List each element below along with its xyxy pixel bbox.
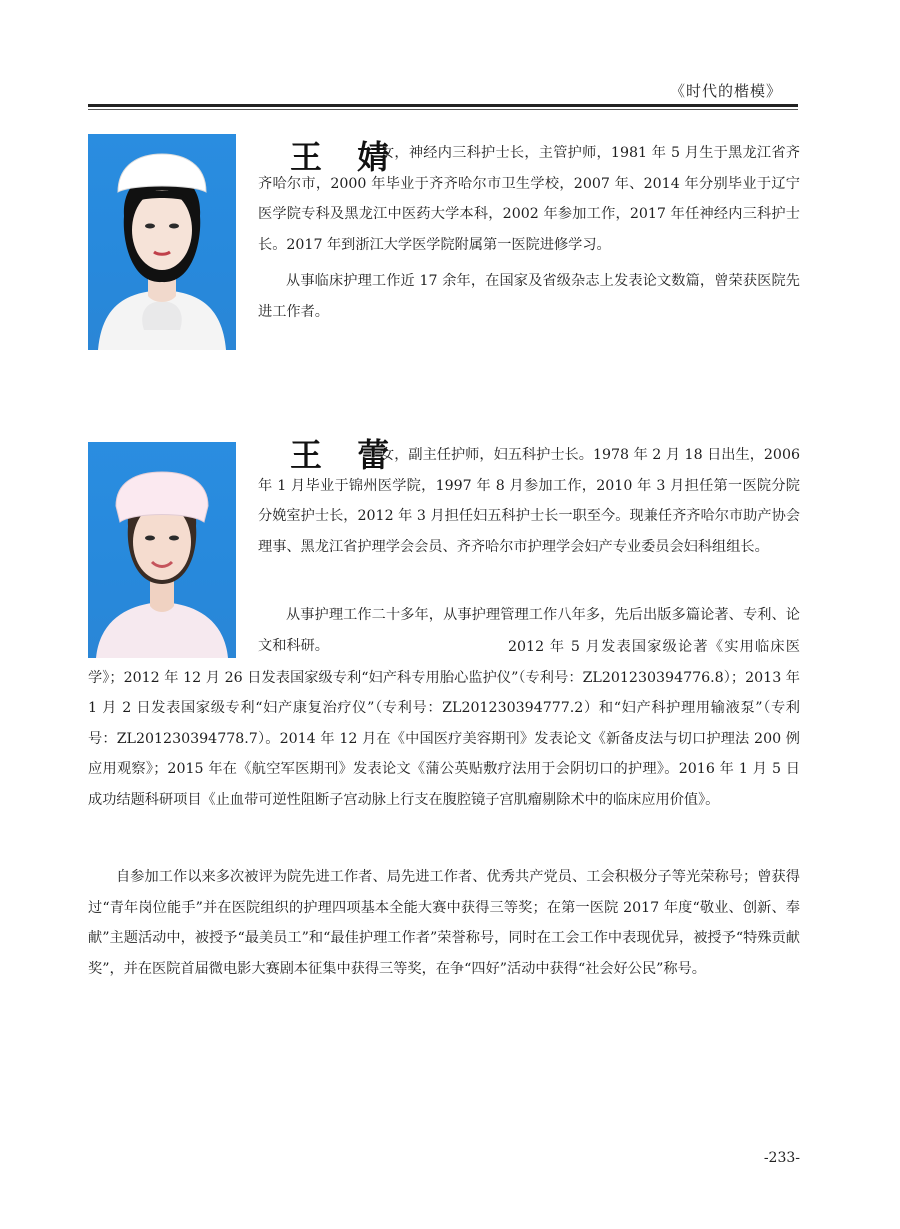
profile-name-1: 王 婧 <box>290 138 402 176</box>
page-number: -233- <box>763 1150 800 1166</box>
profile-intro-1: 女，神经内三科护士长，主管护师，1981 年 5 月生于黑龙江省齐齐哈尔市，2000 年毕业于齐齐哈尔市卫生学校，2007 年、2014 年分别毕业于辽宁医学院专科及黑龙江中医药大学本科，2002 年参加工作，2017 年任神经内三科护士长。2017 年到浙江大学医学院附属第一医院进修学习。 <box>258 145 800 253</box>
portrait-photo-2 <box>88 442 236 658</box>
profile-intro-2: 女，副主任护师，妇五科护士长。1978 年 2 月 18 日出生，2006 年 1 月毕业于锦州医学院，1997 年 8 月参加工作，2010 年 3 月担任第一医院分院分娩室护士长，2012 年 3 月担任妇五科护士长一职至今。现兼任齐齐哈尔市助产协会理事、黑龙江省护理学会会员、齐齐哈尔市护理学会妇产专业委员会妇科组组长。 <box>258 447 800 555</box>
profile-paragraph-2b-head: 从事护理工作二十多年，从事护理管理工作八年多，先后出版多篇论著、专利、论文和科研。 <box>258 607 800 654</box>
header-rule-thin <box>88 109 798 110</box>
running-header: 《时代的楷模》 <box>669 82 782 100</box>
header-rule <box>88 104 798 107</box>
profile-name-2: 王 蕾 <box>290 436 402 474</box>
profile-paragraph-2b-tail: 2012 年 5 月发表国家级论著《实用临床医学》；2012 年 12 月 26 日发表国家级专利“妇产科专用胎心监护仪”（专利号：ZL201230394776.8）；2013 年 1 月 2 日发表国家级专利“妇产康复治疗仪”（专利号：ZL201230394777.2）和“妇产科护理用输液泵”（专利号：ZL201230394778.7）。2014 年 12 月在《中国医疗美容期刊》发表论文《新备皮法与切口护理法 200 例应用观察》；2015 年在《航空军医期刊》发表论文《蒲公英贴敷疗法用于会阴切口的护理》。2016 年 1 月 5 日成功结题科研项目《止血带可逆性阻断子宫动脉上行支在腹腔镜子宫肌瘤剔除术中的临床应用价值》。 <box>88 639 800 808</box>
portrait-photo-1 <box>88 134 236 350</box>
profile-paragraph-1b: 从事临床护理工作近 17 余年，在国家及省级杂志上发表论文数篇，曾荣获医院先进工作者。 <box>258 273 800 320</box>
profile-paragraph-2c: 自参加工作以来多次被评为院先进工作者、局先进工作者、优秀共产党员、工会积极分子等光荣称号；曾获得过“青年岗位能手”并在医院组织的护理四项基本全能大赛中获得三等奖；在第一医院 2017 年度“敬业、创新、奉献”主题活动中，被授予“最美员工”和“最佳护理工作者”荣誉称号，同时在工会工作中表现优异，被授予“特殊贡献奖”，并在医院首届微电影大赛剧本征集中获得三等奖，在争“四好”活动中获得“社会好公民”称号。 <box>88 869 800 977</box>
